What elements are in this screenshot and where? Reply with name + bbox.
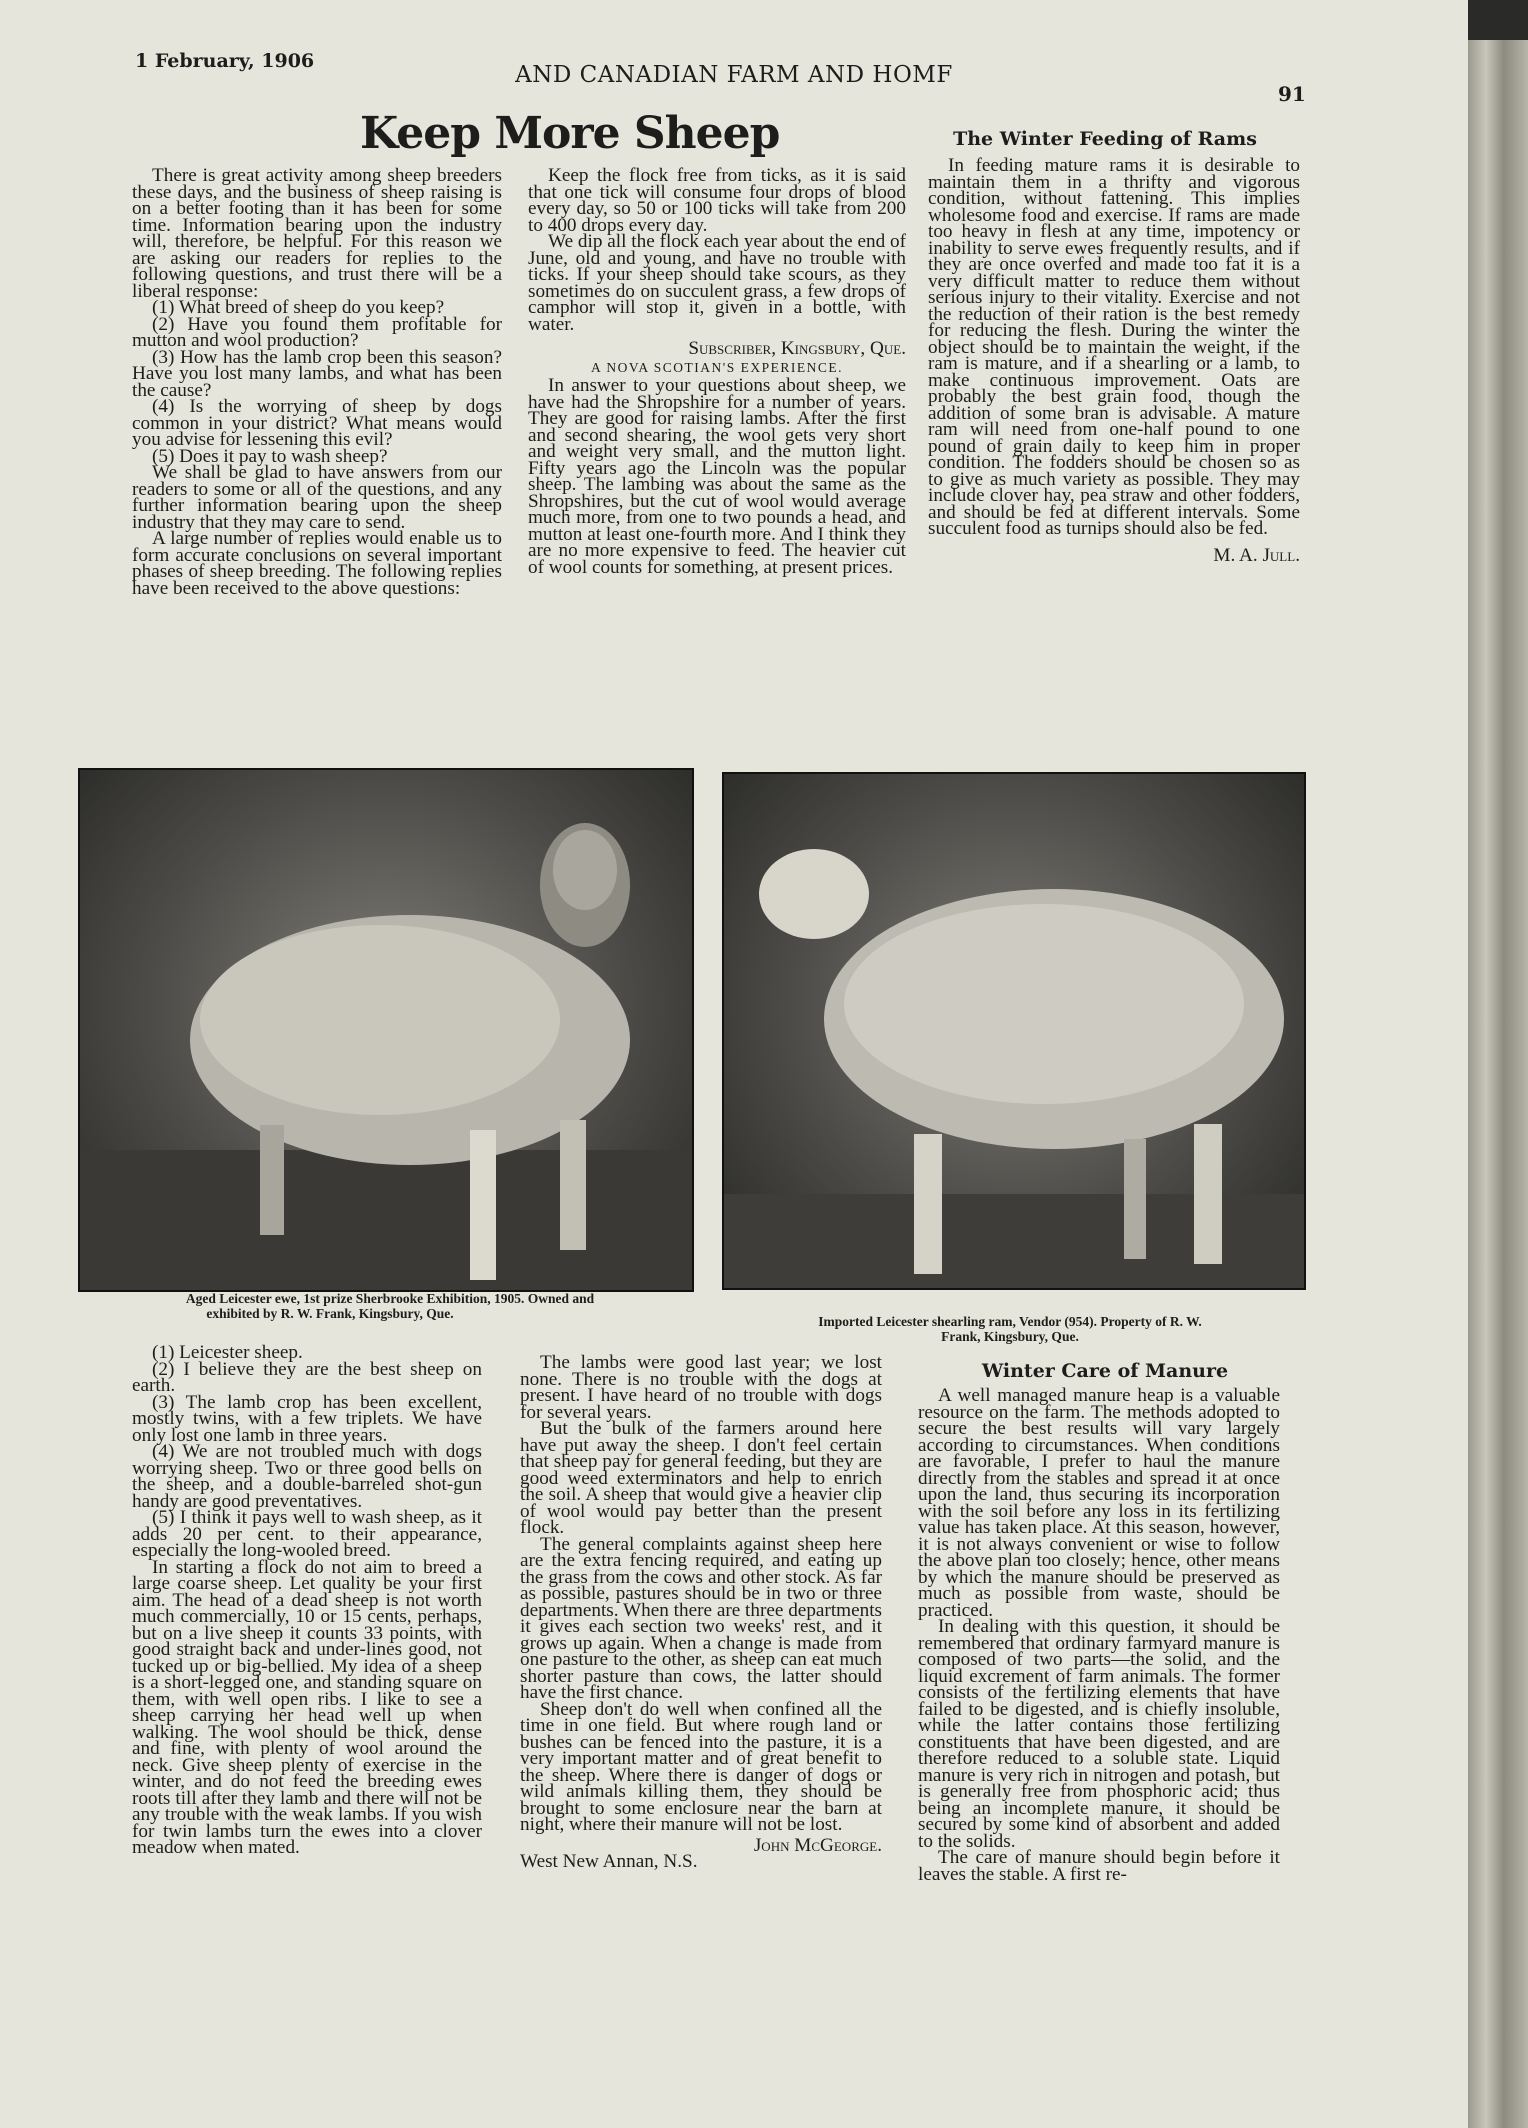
paragraph: (2) I believe they are the best sheep on earth. (132, 1358, 482, 1396)
page-number: 91 (1278, 82, 1306, 106)
binding-edge (1468, 40, 1528, 2128)
signature-subscriber: Subscriber, Kingsbury, Que. (688, 338, 906, 359)
paragraph: In answer to your questions about sheep, we have had the Shropshire for a number of years. They are good for raising lambs. After the first and second shearing, the wool gets very short and weight very small, and the mutton light. Fifty years ago the Lincoln was the popular sheep. The lambing was about the same as the Shropshires, but the cut of wool would average much more, from one to two pounds a head, and mutton at least one-fourth more. And I think they are no more expensive to feed. The heavier cut of wool counts for something, at present prices. (528, 375, 906, 578)
paragraph: (1) Leicester sheep. (152, 1342, 303, 1363)
paragraph: We shall be glad to have answers from our readers to some or all of the questions, and any further information bearing upon the sheep industry that they may care to send. (132, 462, 502, 533)
sheep-ram-illustration (724, 774, 1304, 1288)
manure-column (918, 1385, 1280, 1885)
caption-ewe-line1: Aged Leicester ewe, 1st prize Sherbrooke Exhibition, 1905. Owned and (185, 1291, 595, 1306)
signature-mcgeorge: John McGeorge. (753, 1834, 882, 1856)
paragraph: (4) We are not troubled much with dogs worrying sheep. Two or three good bells on the sheep, and a double-barreled shot-gun handy are good preventatives. (132, 1441, 482, 1512)
masthead: AND CANADIAN FARM AND HOMF (515, 62, 953, 88)
paragraph: (5) I think it pays well to wash sheep, as it adds 20 per cent. to their appearance, especially the long-wooled breed. (132, 1507, 482, 1561)
paragraph: In feeding mature rams it is desirable to maintain them in a thrifty and vigorous condition, without fattening. This implies wholesome food and exercise. If rams are made too heavy in flesh at any time, impotency or inability to serve ewes frequently results, and if they are once overfed and made too fat it is a very difficult matter to reduce them without serious injury to their vitality. Exercise and not the reduction of their ration is the best remedy for reducing the flesh. During the winter the object should be to maintain the weight, if the ram is mature, and if a shearling or a lamb, to make continuous improvement. Oats are probably the best grain food, though the addition of some bran is advisable. A mature ram will need from one-half pound to one pound of grain daily to keep him in proper condition. The fodders should be chosen so as to give as much variety as possible. They may include clover hay, pea straw and other fodders, and should be fed at different intervals. Some succulent food as turnips should also be fed. (928, 155, 1300, 539)
paragraph: We dip all the flock each year about the end of June, old and young, and have no trouble with ticks. If your sheep should take scours, as they sometimes do on succulent grass, a few drops of camphor will stop it, given in a bottle, with water. (528, 231, 906, 335)
sheep-ewe-illustration (80, 770, 692, 1290)
paragraph: The lambs were good last year; we lost none. There is no trouble with the dogs at present. I have heard of no trouble with dogs for several years. (520, 1352, 882, 1423)
paragraph: In dealing with this question, it should be remembered that ordinary farmyard manure is composed of two parts—the solid, and the liquid excrement of farm animals. The former consists of the fertilizing elements that have failed to be digested, and is chiefly insoluble, while the latter contains those fertilizing constituents that have been digested, and are therefore reduced to a soluble state. Liquid manure is very rich in nitrogen and potash, but is generally free from phosphoric acid; thus being an incomplete manure, it should be secured by some kind of absorbent and added to the solids. (918, 1616, 1280, 1852)
caption-ram-line1: Imported Leicester shearling ram, Vendor (954). Property of R. W. (818, 1314, 1202, 1329)
paragraph: The care of manure should begin before it leaves the stable. A first re- (918, 1847, 1280, 1885)
headline-keep-more-sheep: Keep More Sheep (360, 108, 780, 159)
signature-place: West New Annan, N.S. (520, 1851, 698, 1872)
paragraph: (3) The lamb crop has been excellent, mostly twins, with a few triplets. We have only lost one lamb in three years. (132, 1391, 482, 1446)
paragraph: But the bulk of the farmers around here have put away the sheep. I don't feel certain that sheep pay for general feeding, but they are good weed exterminators and help to enrich the soil. A sheep that would give a heavier clip of wool would pay better than the present flock. (520, 1418, 882, 1538)
sheep-replies-column-2 (520, 1352, 882, 1872)
paragraph: (2) Have you found them profitable for mutton and wool production? (132, 313, 502, 351)
paragraph: A well managed manure heap is a valuable resource on the farm. The methods adopted to secure the best results will vary largely according to circumstances. When conditions are favorable, I prefer to haul the manure directly from the stables and spread it at once upon the land, thus securing its incorporation with the soil before any loss in its fertilizing value has taken place. At this season, however, it is not always convenient or wise to follow the above plan too closely; hence, other means by which the manure should be preserved as much as possible from waste, should be practiced. (918, 1385, 1280, 1621)
caption-ewe-line2: exhibited by R. W. Frank, Kingsbury, Que. (206, 1306, 454, 1321)
sheep-replies-column-1 (132, 1342, 482, 1858)
paragraph: Sheep don't do well when confined all the time in one field. But where rough land or bushes can be fenced into the pasture, it is a very important matter and of great benefit to the sheep. Where there is danger of dogs or wild animals killing them, they should be brought to some enclosure near the barn at night, where their manure will not be lost. (520, 1698, 882, 1835)
paragraph: (5) Does it pay to wash sheep? (152, 445, 388, 467)
caption-ram-line2: Frank, Kingsbury, Que. (941, 1329, 1079, 1344)
paragraph: The general complaints against sheep here are the extra fencing required, and eating up the grass from the cows and other stock. As far as possible, pastures should be in two or three departments. When there are three departments it gives each section two weeks' rest, and it grows up again. When a change is made from one pasture to the other, as sheep can eat much shorter pasture than cows, the latter should have the first chance. (520, 1533, 882, 1703)
heading-winter-feeding-rams: The Winter Feeding of Rams (953, 128, 1257, 150)
sheep-column-2 (528, 165, 906, 578)
paragraph: Keep the flock free from ticks, as it is said that one tick will consume four drops of blood every day, so 50 or 100 ticks will take from 200 to 400 drops every day. (528, 165, 906, 236)
issue-date: 1 February, 1906 (135, 50, 315, 72)
photo-leicester-ewe (78, 768, 694, 1292)
paragraph: (3) How has the lamb crop been this season? Have you lost many lambs, and what has been the cause? (132, 346, 502, 401)
paragraph: A large number of replies would enable us to form accurate conclusions on several important phases of sheep breeding. The following replies have been received to the above questions: (132, 528, 502, 599)
paragraph: There is great activity among sheep breeders these days, and the business of sheep raising is on a better footing than it has been for some time. Information bearing upon the industry will, therefore, be helpful. For this reason we are asking our readers for replies to the following questions, and trust there will be a liberal response: (132, 165, 502, 302)
signature-jull: M. A. Jull. (1213, 544, 1300, 566)
paragraph: In starting a flock do not aim to breed a large coarse sheep. Let quality be your first aim. The head of a dead sheep is not worth much commercially, 10 or 15 cents, perhaps, but on a live sheep it counts 33 points, with good straight back and under-lines good, not tucked up or big-bellied. My idea of a sheep is a short-legged one, and standing square on them, with well open ribs. I like to see a sheep carrying her head well up when walking. The wool should be thick, dense and fine, with plenty of wool around the neck. Give sheep plenty of exercise in the winter, and do not feed the breeding ewes roots till after they lamb and there will not be any trouble with the weak lambs. If you wish for twin lambs turn the ewes into a clover meadow when mated. (132, 1556, 482, 1858)
paragraph: (4) Is the worrying of sheep by dogs common in your district? What means would you advise for lessening this evil? (132, 396, 502, 450)
rams-column (928, 155, 1300, 566)
photo-leicester-ram (722, 772, 1306, 1290)
sheep-column-1 (132, 165, 502, 599)
subhead-nova-scotian: A NOVA SCOTIAN'S EXPERIENCE. (591, 359, 843, 375)
heading-winter-care-manure: Winter Care of Manure (981, 1360, 1229, 1382)
paragraph: (1) What breed of sheep do you keep? (152, 297, 445, 318)
